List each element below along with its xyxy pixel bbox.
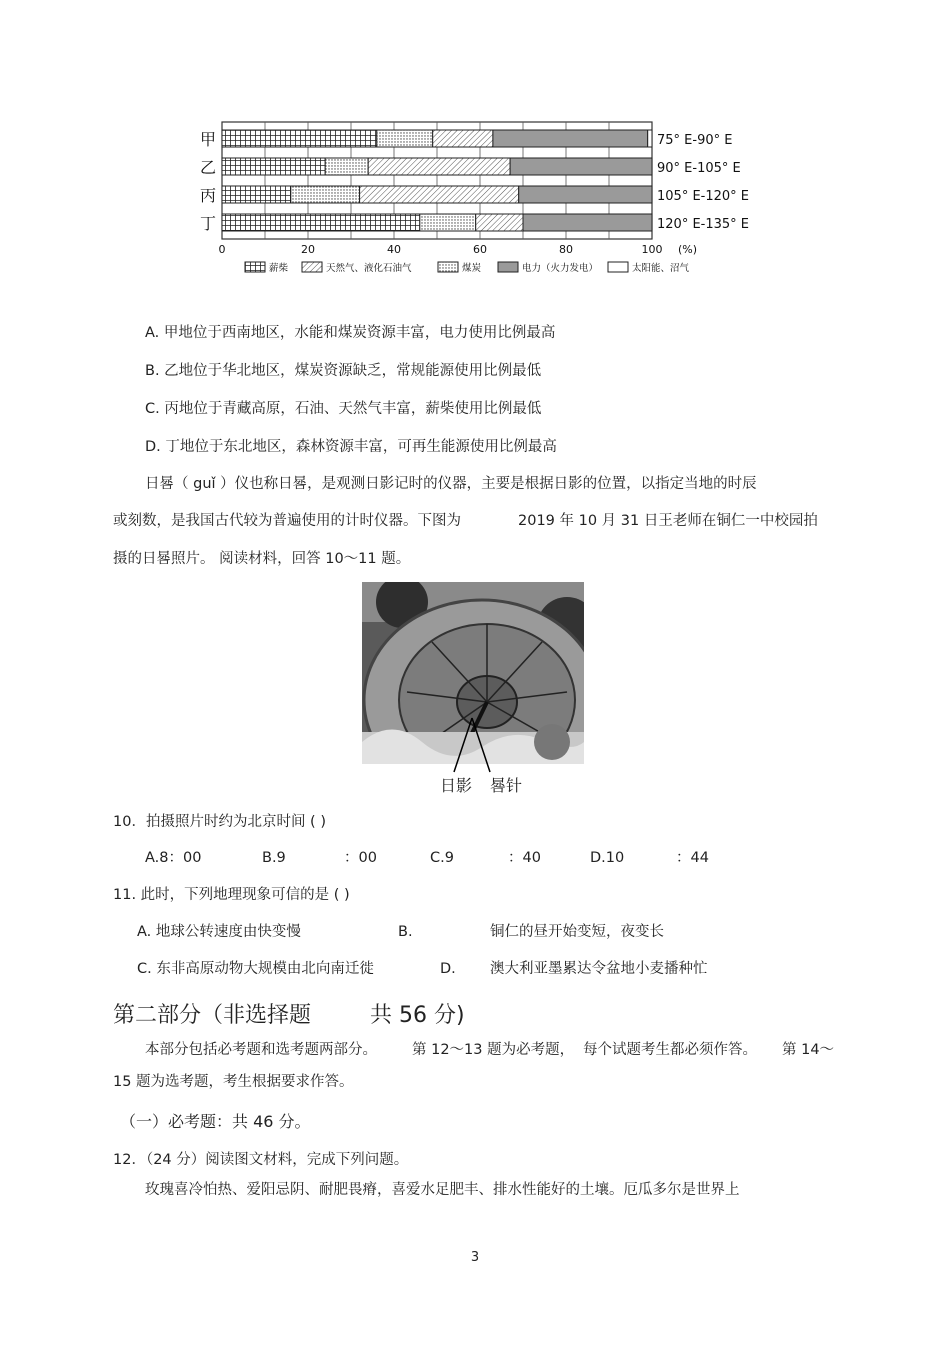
q10-option-b: B.9: [262, 850, 286, 866]
bar-segment: [433, 130, 493, 147]
intro-line-1: 日晷（ guǐ ）仪也称日晷，是观测日影记时的仪器，主要是根据日影的位置，以指定当地的时辰: [145, 476, 757, 492]
part2-title: 第二部分（非选择题: [113, 1003, 312, 1028]
section-title: （一）必考题：共 46 分。: [120, 1112, 311, 1131]
bar-segment: [493, 130, 648, 147]
intro-line-3: 摄的日晷照片。 阅读材料，回答 10～11 题。: [113, 551, 411, 567]
bar-segment: [222, 130, 377, 147]
q10-option-c-time: ：40: [508, 850, 541, 866]
bar-segment: [291, 186, 360, 203]
q9-option-a: A. 甲地位于西南地区，水能和煤炭资源丰富，电力使用比例最高: [145, 325, 556, 341]
category-label: 丙: [200, 186, 217, 205]
bar-segment: [222, 158, 325, 175]
shadow-label: 日影: [440, 776, 473, 795]
q11-option-a: A. 地球公转速度由快变慢: [137, 924, 301, 940]
q9-option-b: B. 乙地位于华北地区，煤炭资源缺乏，常规能源使用比例最低: [145, 363, 542, 379]
q9-option-c: C. 丙地位于青藏高原，石油、天然气丰富，薪柴使用比例最低: [145, 401, 542, 417]
q11-option-b: 铜仁的昼开始变短，夜变长: [490, 924, 664, 940]
range-label: 120° E-135° E: [657, 217, 750, 232]
x-tick-label: 20: [301, 243, 315, 256]
bar-segment: [420, 214, 476, 231]
q10-option-d: D.10: [590, 850, 625, 866]
legend-swatch: [608, 262, 628, 272]
legend-label: 太阳能、沼气: [632, 263, 690, 274]
q10-option-d-time: ：44: [676, 850, 709, 866]
part2-desc-1d: 第 14～: [782, 1042, 835, 1058]
bar-segment: [222, 186, 291, 203]
bar-segment: [476, 214, 523, 231]
bar-segment: [510, 158, 652, 175]
x-tick-label: 60: [473, 243, 487, 256]
part2-score: 共 56 分): [370, 1003, 465, 1028]
q11-option-c: C. 东非高原动物大规模由北向南迁徙: [137, 961, 374, 977]
bar-segment: [377, 130, 433, 147]
legend-swatch: [302, 262, 322, 272]
q11-option-d-label: D.: [440, 961, 456, 977]
photo-arrows: [362, 700, 584, 780]
bar-segment: [523, 214, 652, 231]
q10-option-b-time: ：00: [344, 850, 377, 866]
q11-option-b-label: B.: [398, 924, 413, 940]
q10-option-a: A.8：00: [145, 850, 202, 866]
legend-label: 天然气、液化石油气: [326, 263, 412, 274]
intro-line-2b: 2019 年 10 月 31 日王老师在铜仁一中校园拍: [518, 513, 818, 529]
legend-swatch: [245, 262, 265, 272]
energy-structure-chart: [190, 120, 770, 315]
range-label: 105° E-120° E: [657, 189, 750, 204]
x-unit-label: (%): [678, 243, 698, 256]
bar-segment: [222, 214, 420, 231]
q9-option-d: D. 丁地位于东北地区，森林资源丰富，可再生能源使用比例最高: [145, 439, 557, 455]
part2-desc-1a: 本部分包括必考题和选考题两部分。: [145, 1042, 377, 1058]
x-tick-label: 100: [641, 243, 663, 256]
legend-swatch: [498, 262, 518, 272]
bar-segment: [648, 130, 652, 147]
legend-swatch: [438, 262, 458, 272]
gnomon-label: 晷针: [490, 776, 523, 795]
category-label: 甲: [200, 130, 217, 149]
range-label: 90° E-105° E: [657, 161, 741, 176]
legend-label: 薪柴: [269, 263, 289, 274]
bar-segment: [519, 186, 652, 203]
q10-stem: 10．拍摄照片时约为北京时间 ( ): [113, 814, 326, 830]
part2-desc-1b: 第 12～13 题为必考题，: [412, 1042, 575, 1058]
part2-desc-2: 15 题为选考题，考生根据要求作答。: [113, 1074, 354, 1090]
bar-segment: [360, 186, 519, 203]
q10-option-c: C.9: [430, 850, 454, 866]
category-label: 丁: [200, 214, 217, 233]
x-tick-label: 80: [559, 243, 573, 256]
category-label: 乙: [200, 158, 217, 177]
x-tick-label: 40: [387, 243, 401, 256]
page-number: 3: [470, 1250, 480, 1265]
q11-option-d: 澳大利亚墨累达令盆地小麦播种忙: [490, 961, 708, 977]
q12-text: 玫瑰喜冷怕热、爱阳忌阴、耐肥畏瘠，喜爱水足肥丰、排水性能好的土壤。厄瓜多尔是世界上: [145, 1182, 740, 1198]
intro-line-2a: 或刻数，是我国古代较为普遍使用的计时仪器。下图为: [113, 513, 461, 529]
bar-segment: [368, 158, 510, 175]
legend-label: 煤炭: [462, 263, 482, 274]
q11-stem: 11. 此时，下列地理现象可信的是 ( ): [113, 887, 350, 903]
q12-stem: 12．（24 分）阅读图文材料，完成下列问题。: [113, 1152, 409, 1168]
legend-label: 电力（火力发电）: [522, 263, 599, 274]
range-label: 75° E-90° E: [657, 133, 733, 148]
x-tick-label: 0: [218, 243, 226, 256]
part2-desc-1c: 每个试题考生都必须作答。: [583, 1042, 757, 1058]
bar-segment: [325, 158, 368, 175]
